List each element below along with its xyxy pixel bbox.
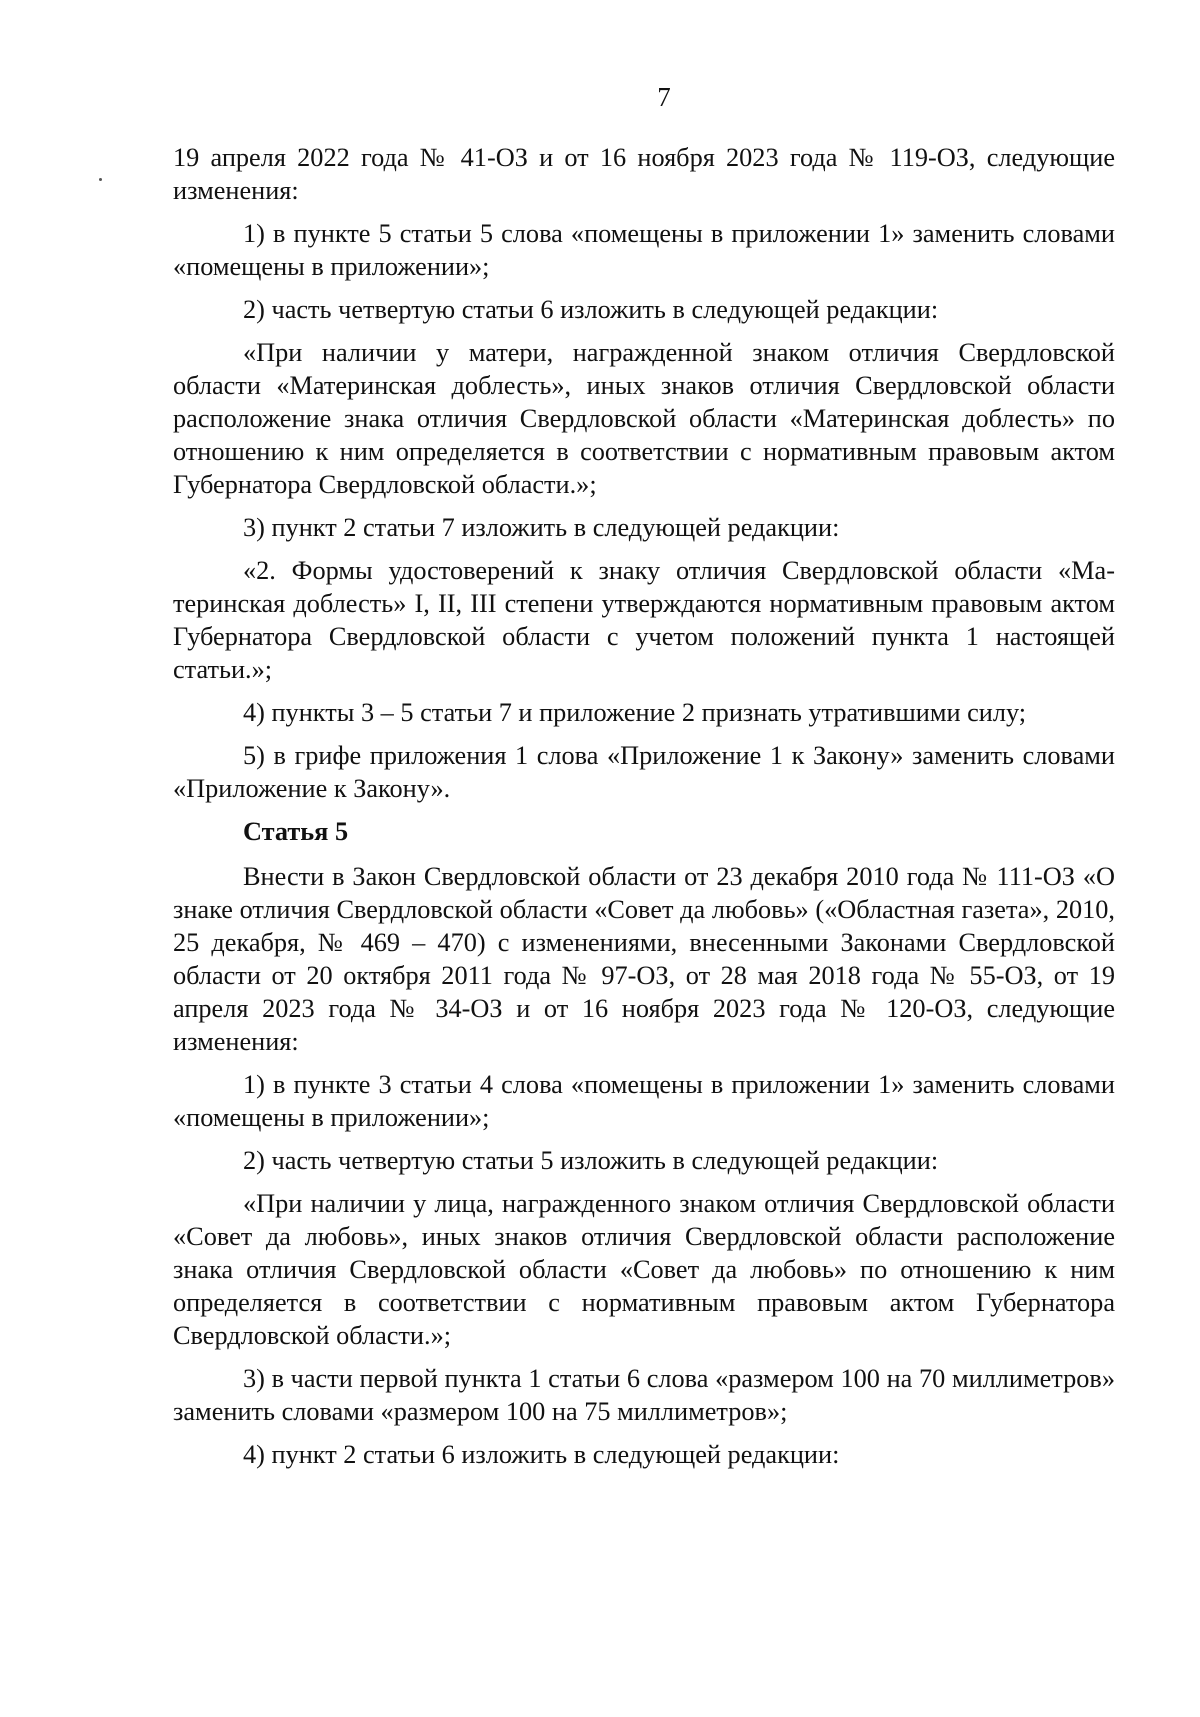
paragraph-quote-1: «При наличии у матери, награжденной знаком отличия Свердловской области «Материнская доблесть», иных знаков отличия Свердловской области расположение знака отличия Свердловской области «Материнская доблесть» по отношению к ним определяется в соответствии с нормативным правовым актом Губернатора Свердловской области.»; bbox=[173, 338, 1115, 499]
paragraph-quote-2: «2. Формы удостоверений к знаку отличия Свердловской области «Материнская доблесть» I, II, III степени утверждаются нормативным правовым актом Губернатора Свердловской области с учетом положений пункта 1 настоящей статьи.»; bbox=[173, 556, 1115, 684]
paragraph-item-3: 3) пункт 2 статьи 7 изложить в следующей редакции: bbox=[243, 513, 840, 542]
paragraph-item-1-article-5: 1) в пункте 3 статьи 4 слова «помещены в приложении 1» заменить словами «помещены в приложении»; bbox=[173, 1070, 1115, 1132]
paragraph-item-1: 1) в пункте 5 статьи 5 слова «помещены в приложении 1» заменить словами «помещены в приложении»; bbox=[173, 219, 1115, 281]
article-heading: Статья 5 bbox=[243, 817, 349, 846]
paragraph-article-intro: Внести в Закон Свердловской области от 23 декабря 2010 года № 111-ОЗ «О знаке отличия Свердловской области «Совет да любовь» («Областная газета», 2010, 25 декабря, № 469 – 470) с изменениями, внесенными Законами Свердловской области от 20 октября 2011 года № 97-ОЗ, от 28 мая 2018 года № 55-ОЗ, от 19 апреля 2023 года № 34-ОЗ и от 16 ноября 2023 года № 120-ОЗ, следующие изменения: bbox=[173, 862, 1115, 1056]
paragraph-item-2-article-5: 2) часть четвертую статьи 5 изложить в следующей редакции: bbox=[243, 1146, 939, 1175]
paragraph-item-4: 4) пункты 3 – 5 статьи 7 и приложение 2 признать утратившими силу; bbox=[243, 698, 1027, 727]
scan-speck bbox=[99, 178, 102, 181]
paragraph-quote-article-5: «При наличии у лица, награжденного знаком отличия Свердловской области «Совет да любовь», иных знаков отличия Свердловской области расположение знака отличия Свердловской области «Совет да любовь» по отношению к ним определяется в соответствии с нормативным правовым актом Губернатора Свердловской области.»; bbox=[173, 1189, 1115, 1350]
paragraph-amended-laws-continuation: 19 апреля 2022 года № 41-ОЗ и от 16 ноября 2023 года № 119-ОЗ, следующие изменения: bbox=[173, 143, 1115, 205]
paragraph-item-5: 5) в грифе приложения 1 слова «Приложение 1 к Закону» заменить словами «Приложение к Закону». bbox=[173, 741, 1115, 803]
paragraph-item-4-article-5: 4) пункт 2 статьи 6 изложить в следующей редакции: bbox=[243, 1440, 840, 1469]
paragraph-item-3-article-5: 3) в части первой пункта 1 статьи 6 слова «размером 100 на 70 миллиметров» заменить словами «размером 100 на 75 миллиметров»; bbox=[173, 1364, 1115, 1426]
page-number: 7 bbox=[657, 82, 671, 112]
document-body bbox=[173, 141, 1115, 1481]
paragraph-item-2: 2) часть четвертую статьи 6 изложить в следующей редакции: bbox=[243, 295, 939, 324]
